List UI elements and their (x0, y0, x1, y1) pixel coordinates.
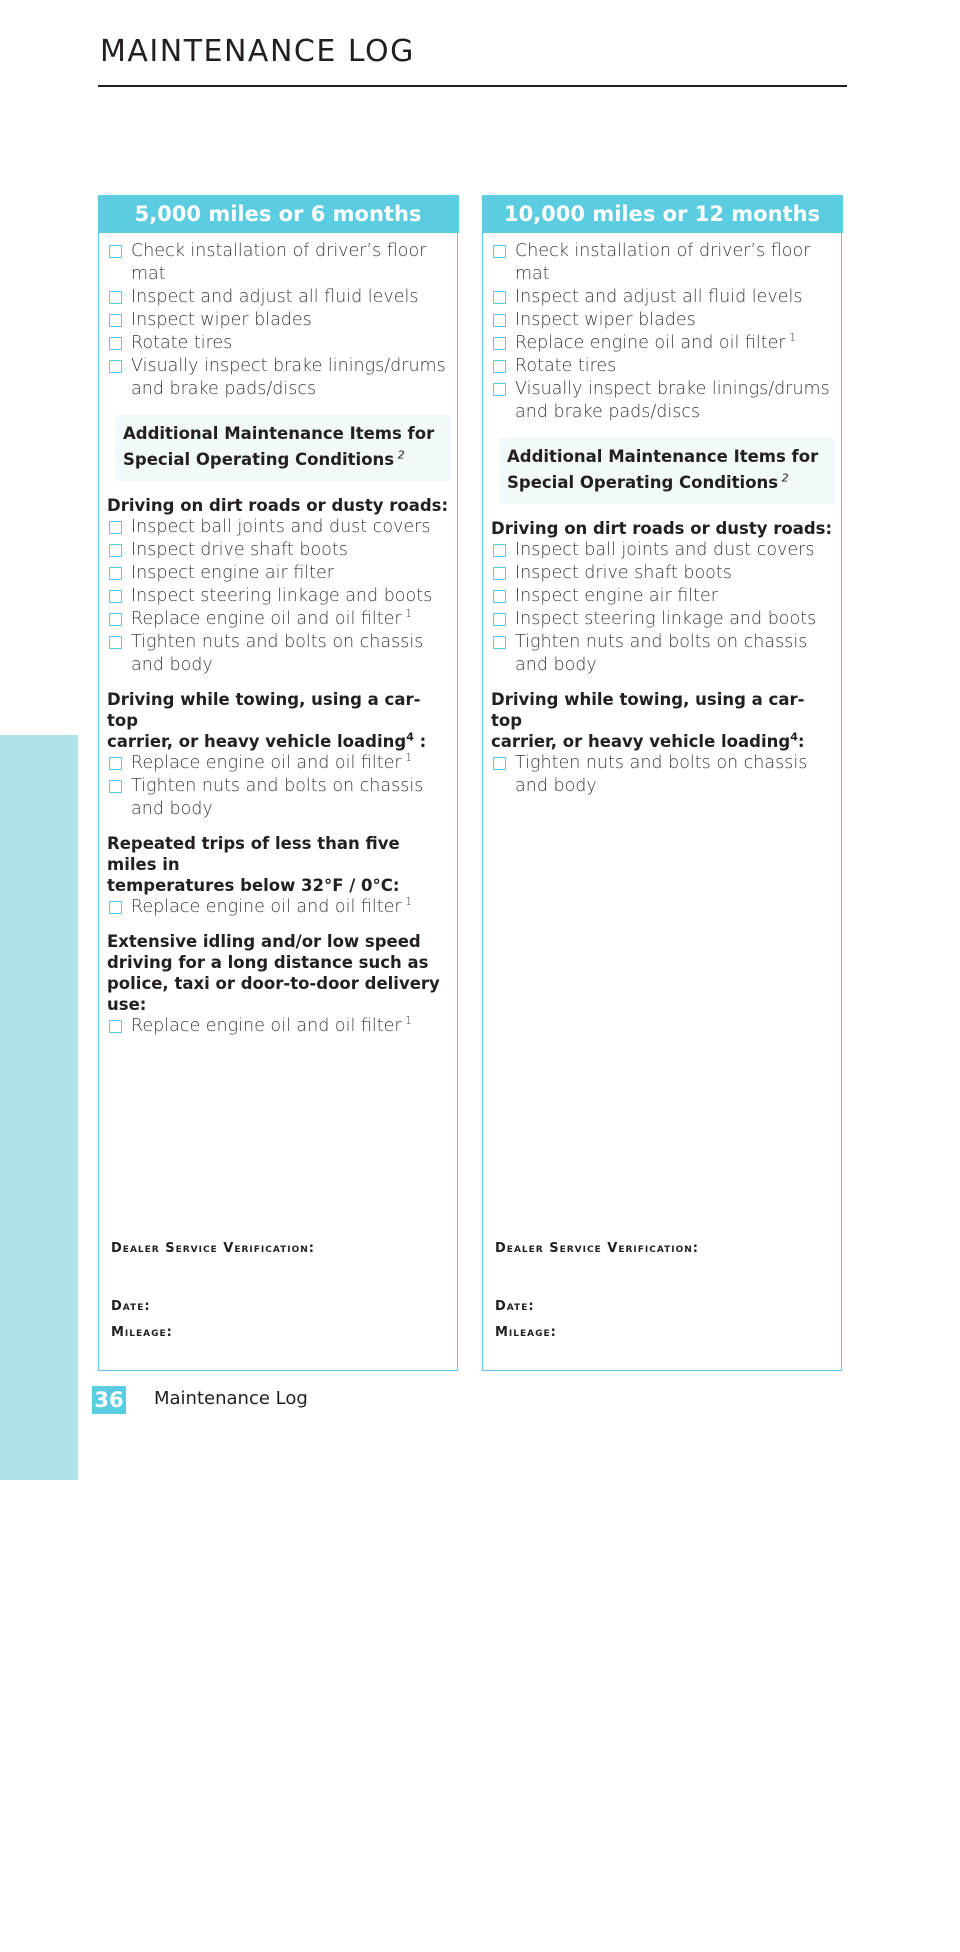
footnote-ref: 2 (394, 448, 405, 462)
item-text: Tighten nuts and bolts on chassis and body (515, 632, 808, 675)
page-title: MAINTENANCE LOG (100, 34, 415, 69)
item-text: Inspect and adjust all fluid levels (515, 287, 803, 307)
checkbox-icon[interactable] (109, 780, 122, 793)
checkbox-icon[interactable] (109, 245, 122, 258)
condition-block (491, 689, 835, 798)
checklist-item (107, 608, 451, 631)
checkbox-icon[interactable] (109, 521, 122, 534)
card-body (491, 240, 835, 798)
item-text: Inspect engine air filter (131, 563, 334, 583)
footnote-ref: 1 (785, 331, 797, 345)
checklist-item (491, 286, 835, 309)
checkbox-icon[interactable] (109, 1020, 122, 1033)
interval-card-5000 (98, 195, 458, 1371)
dealer-verification-label: Dealer Service Verification: (111, 1241, 316, 1256)
condition-title: Driving on dirt roads or dusty roads: (491, 519, 833, 538)
checkbox-icon[interactable] (493, 567, 506, 580)
date-label: Date: (111, 1299, 151, 1314)
special-conditions-title: Additional Maintenance Items for Special Operating Conditions $^2$ (507, 447, 819, 492)
checklist-item (107, 896, 451, 919)
checklist-item (107, 516, 451, 539)
checklist-item (491, 608, 835, 631)
footnote-ref: 4 (790, 730, 798, 744)
footnote-ref: 1 (401, 751, 413, 765)
interval-heading: 10,000 miles or 12 months (482, 195, 843, 233)
condition-block (107, 689, 451, 821)
checkbox-icon[interactable] (493, 636, 506, 649)
checklist-item (107, 775, 451, 821)
checkbox-icon[interactable] (109, 567, 122, 580)
condition-block (491, 518, 835, 677)
checkbox-icon[interactable] (109, 613, 122, 626)
checklist-item (107, 539, 451, 562)
checklist-item (107, 752, 451, 775)
condition-block (107, 833, 451, 919)
checklist-item (491, 240, 835, 286)
checklist-item (491, 355, 835, 378)
item-text: Check installation of driver’s floor mat (515, 241, 811, 284)
checkbox-icon[interactable] (493, 383, 506, 396)
checklist-item (107, 585, 451, 608)
checkbox-icon[interactable] (109, 636, 122, 649)
card-body (107, 240, 451, 1038)
checklist (107, 240, 451, 401)
interval-heading: 5,000 miles or 6 months (98, 195, 459, 233)
mileage-label: Mileage: (111, 1325, 173, 1340)
checkbox-icon[interactable] (109, 757, 122, 770)
footnote-ref: 4 (406, 730, 414, 744)
item-text: Inspect and adjust all fluid levels (131, 287, 419, 307)
checkbox-icon[interactable] (493, 245, 506, 258)
dealer-verification-label: Dealer Service Verification: (495, 1241, 700, 1256)
condition-block (107, 931, 451, 1038)
checklist-item (491, 585, 835, 608)
checklist-item (107, 286, 451, 309)
checklist (491, 752, 835, 798)
checkbox-icon[interactable] (493, 337, 506, 350)
condition-block (107, 495, 451, 677)
condition-title: Driving on dirt roads or dusty roads: (107, 496, 449, 515)
checklist (107, 516, 451, 677)
checklist-item (107, 355, 451, 401)
mileage-label: Mileage: (495, 1325, 557, 1340)
special-conditions-title: Additional Maintenance Items for Special Operating Conditions $^2$ (123, 424, 435, 469)
checkbox-icon[interactable] (109, 360, 122, 373)
item-text: Replace engine oil and oil filter (515, 333, 786, 353)
checklist-item (491, 332, 835, 355)
item-text: Inspect engine air filter (515, 586, 718, 606)
item-text: Inspect ball joints and dust covers (131, 517, 431, 537)
condition-title: Driving while towing, using a car-top carrier, or heavy vehicle loading$^4$: (491, 690, 805, 751)
footnote-ref: 1 (401, 1014, 413, 1028)
checkbox-icon[interactable] (109, 314, 122, 327)
special-conditions-box (499, 438, 835, 504)
condition-title: Repeated trips of less than five miles in temperatures below 32°F / 0°C: (107, 834, 400, 895)
checklist-item (491, 309, 835, 332)
item-text: Replace engine oil and oil filter (131, 897, 402, 917)
interval-card-10000 (482, 195, 842, 1371)
item-text: Rotate tires (131, 333, 233, 353)
checkbox-icon[interactable] (109, 337, 122, 350)
item-text: Tighten nuts and bolts on chassis and body (131, 632, 424, 675)
item-text: Rotate tires (515, 356, 617, 376)
side-tab (0, 735, 78, 1952)
checkbox-icon[interactable] (109, 291, 122, 304)
item-text: Check installation of driver’s floor mat (131, 241, 427, 284)
footnote-ref: 1 (401, 895, 413, 909)
footnote-ref: 1 (401, 607, 413, 621)
item-text: Inspect ball joints and dust covers (515, 540, 815, 560)
checkbox-icon[interactable] (493, 613, 506, 626)
footnote-ref: 2 (778, 471, 789, 485)
title-divider (98, 85, 847, 87)
checkbox-icon[interactable] (493, 590, 506, 603)
footer-section-title: Maintenance Log (154, 1388, 308, 1409)
item-text: Inspect drive shaft boots (131, 540, 348, 560)
checklist-item (491, 378, 835, 424)
checklist-item (491, 539, 835, 562)
checklist (107, 896, 451, 919)
checkbox-icon[interactable] (493, 544, 506, 557)
special-conditions-box (115, 415, 451, 481)
item-text: Replace engine oil and oil filter (131, 753, 402, 773)
page-number: 36 (92, 1386, 126, 1414)
checklist-item (107, 240, 451, 286)
condition-title: Driving while towing, using a car-top carrier, or heavy vehicle loading$^4$ : (107, 690, 427, 751)
checklist (491, 240, 835, 424)
checklist-item (107, 309, 451, 332)
checkbox-icon[interactable] (493, 291, 506, 304)
checklist-item (107, 562, 451, 585)
checklist-item (107, 1015, 451, 1038)
checkbox-icon[interactable] (109, 590, 122, 603)
item-text: Inspect steering linkage and boots (131, 586, 433, 606)
checkbox-icon[interactable] (493, 360, 506, 373)
item-text: Visually inspect brake linings/drums and brake pads/discs (131, 356, 446, 399)
checkbox-icon[interactable] (493, 314, 506, 327)
checklist-item (491, 631, 835, 677)
checklist-item (491, 752, 835, 798)
side-tab-label: MAINTENANCE (24, 1728, 54, 1952)
item-text: Inspect wiper blades (131, 310, 312, 330)
item-text: Replace engine oil and oil filter (131, 609, 402, 629)
checklist (107, 1015, 451, 1038)
checklist-item (491, 562, 835, 585)
item-text: Inspect steering linkage and boots (515, 609, 817, 629)
item-text: Inspect wiper blades (515, 310, 696, 330)
checklist (107, 752, 451, 821)
checkbox-icon[interactable] (109, 544, 122, 557)
checkbox-icon[interactable] (493, 757, 506, 770)
date-label: Date: (495, 1299, 535, 1314)
item-text: Replace engine oil and oil filter (131, 1016, 402, 1036)
item-text: Inspect drive shaft boots (515, 563, 732, 583)
checklist-item (107, 631, 451, 677)
checklist-item (107, 332, 451, 355)
item-text: Visually inspect brake linings/drums and brake pads/discs (515, 379, 830, 422)
condition-title: Extensive idling and/or low speed driving for a long distance such as police, taxi or door-to-door delivery use: (107, 932, 440, 1014)
item-text: Tighten nuts and bolts on chassis and body (131, 776, 424, 819)
item-text: Tighten nuts and bolts on chassis and body (515, 753, 808, 796)
checkbox-icon[interactable] (109, 901, 122, 914)
checklist (491, 539, 835, 677)
